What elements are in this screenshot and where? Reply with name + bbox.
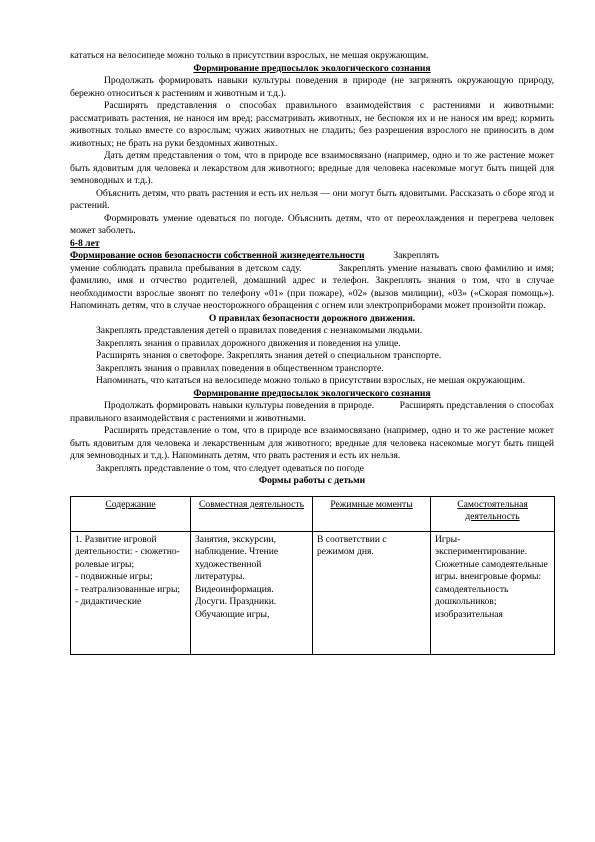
paragraph: кататься на велосипеде можно только в присутствии взрослых, не мешая окружающим. — [70, 50, 429, 61]
table-header-cell: Содержание — [71, 496, 191, 531]
table-header-cell: Самостоятельная деятельность — [431, 496, 555, 531]
paragraph — [70, 400, 554, 425]
paragraph-text: Расширять представления о способах правильного взаимодействия с растениями и животными. — [70, 400, 554, 424]
table-cell: 1. Развитие игровой деятельности: - сюжетно-ролевые игры; - подвижные игры; - театрализованные игры; - дидактические — [71, 531, 191, 654]
forms-table — [70, 496, 555, 655]
table-header-cell: Совместная деятельность — [191, 496, 313, 531]
paragraph: Закреплять знания о правилах поведения в общественном транспорте. — [96, 362, 384, 374]
age-heading: 6-8 лет — [70, 237, 100, 249]
paragraph: Продолжать формировать навыки культуры поведения в природе (не загрязнять окружающую природу, бережно относиться к растениям и животным и т.д.). — [70, 75, 554, 99]
paragraph-text: Закреплять умение называть свою фамилию и имя; фамилию, имя и отчество родителей, домашний адрес и телефон. Закреплять знания о том, что в случае необходимости взрослые звонят по телефону «01» (при пожаре), «02» (вызов милиции), «03» («Скорая помощь»). Напоминать детям, что в случае неосторожного обращения с огнем или электроприборами может произойти пожар. — [70, 262, 554, 311]
section-heading-inline: Формирование основ безопасности собственной жизнедеятельности — [70, 250, 365, 261]
paragraph: Напоминать, что кататься на велосипеде можно только в присутствии взрослых, не мешая окружающим. — [96, 375, 526, 386]
paragraph: Расширять представление о том, что в природе все взаимосвязано (например, одно и то же растение может быть ядовитым для человека и лекарственным для животного; вредные для человека насекомые могут быть пищей для земноводных и т.д.). Напоминать детям, что рвать растения и есть их нельзя. — [70, 425, 554, 461]
paragraph-text: Продолжать формировать навыки культуры поведения в природе. — [104, 400, 375, 411]
paragraph — [70, 250, 554, 263]
paragraph: Дать детям представления о том, что в природе все взаимосвязано (например, одно и то же растение может быть ядовитым для человека и лекарством для животного; вредные для человека насекомые могут быть пищей для земноводных и т.д.). — [70, 150, 554, 186]
paragraph: Закреплять знания о правилах дорожного движения и поведения на улице. — [96, 337, 401, 349]
table-header-cell: Режимные моменты — [313, 496, 431, 531]
section-heading: Формы работы с детьми — [258, 475, 366, 486]
document-page — [70, 50, 554, 655]
paragraph: Закреплять представление о том, что следует одеваться по погоде — [96, 462, 364, 474]
section-heading: О правилах безопасности дорожного движения. — [208, 312, 416, 324]
section-heading: Формирование предпосылок экологического сознания — [193, 62, 431, 74]
paragraph: Объяснить детям, что рвать растения и есть их нельзя — они могут быть ядовитыми. Рассказать о сборе ягод и растений. — [70, 187, 554, 211]
paragraph-text: умение соблюдать правила пребывания в детском саду. — [70, 262, 302, 274]
paragraph-text: Закреплять — [393, 250, 440, 261]
paragraph: Расширять представления о способах правильного взаимодействия с растениями и животными: рассматривать растения, не нанося им вред; рассматривать животных, не беспокоя их и не нанося им вред; кормить животных только вместе со взрослым; чужих животных не гладить; без разрешения взрослого не приносить в дом животных; не брать на руки бездомных животных. — [70, 100, 554, 149]
table-cell: Игры-экспериментирование. Сюжетные самодеятельные игры. внеигровые формы: самодеятельность дошкольников; изобразительная — [431, 531, 555, 654]
table-cell: Занятия, экскурсии, наблюдение. Чтение художественной литературы. Видеоинформация. Досуги. Праздники. Обучающие игры, — [191, 531, 313, 654]
paragraph: Закреплять представления детей о правилах поведения с незнакомыми людьми. — [96, 325, 423, 336]
table-header-row — [71, 496, 555, 531]
paragraph: Формировать умение одеваться по погоде. Объяснить детям, что от переохлаждения и перегрева человек может заболеть. — [70, 212, 554, 236]
paragraph: Расширять знания о светофоре. Закреплять знания детей о специальном транспорте. — [96, 350, 442, 361]
paragraph — [70, 263, 554, 313]
table-row — [71, 531, 555, 654]
section-heading: Формирование предпосылок экологического сознания — [193, 387, 431, 399]
table-cell: В соответствии с режимом дня. — [313, 531, 431, 654]
